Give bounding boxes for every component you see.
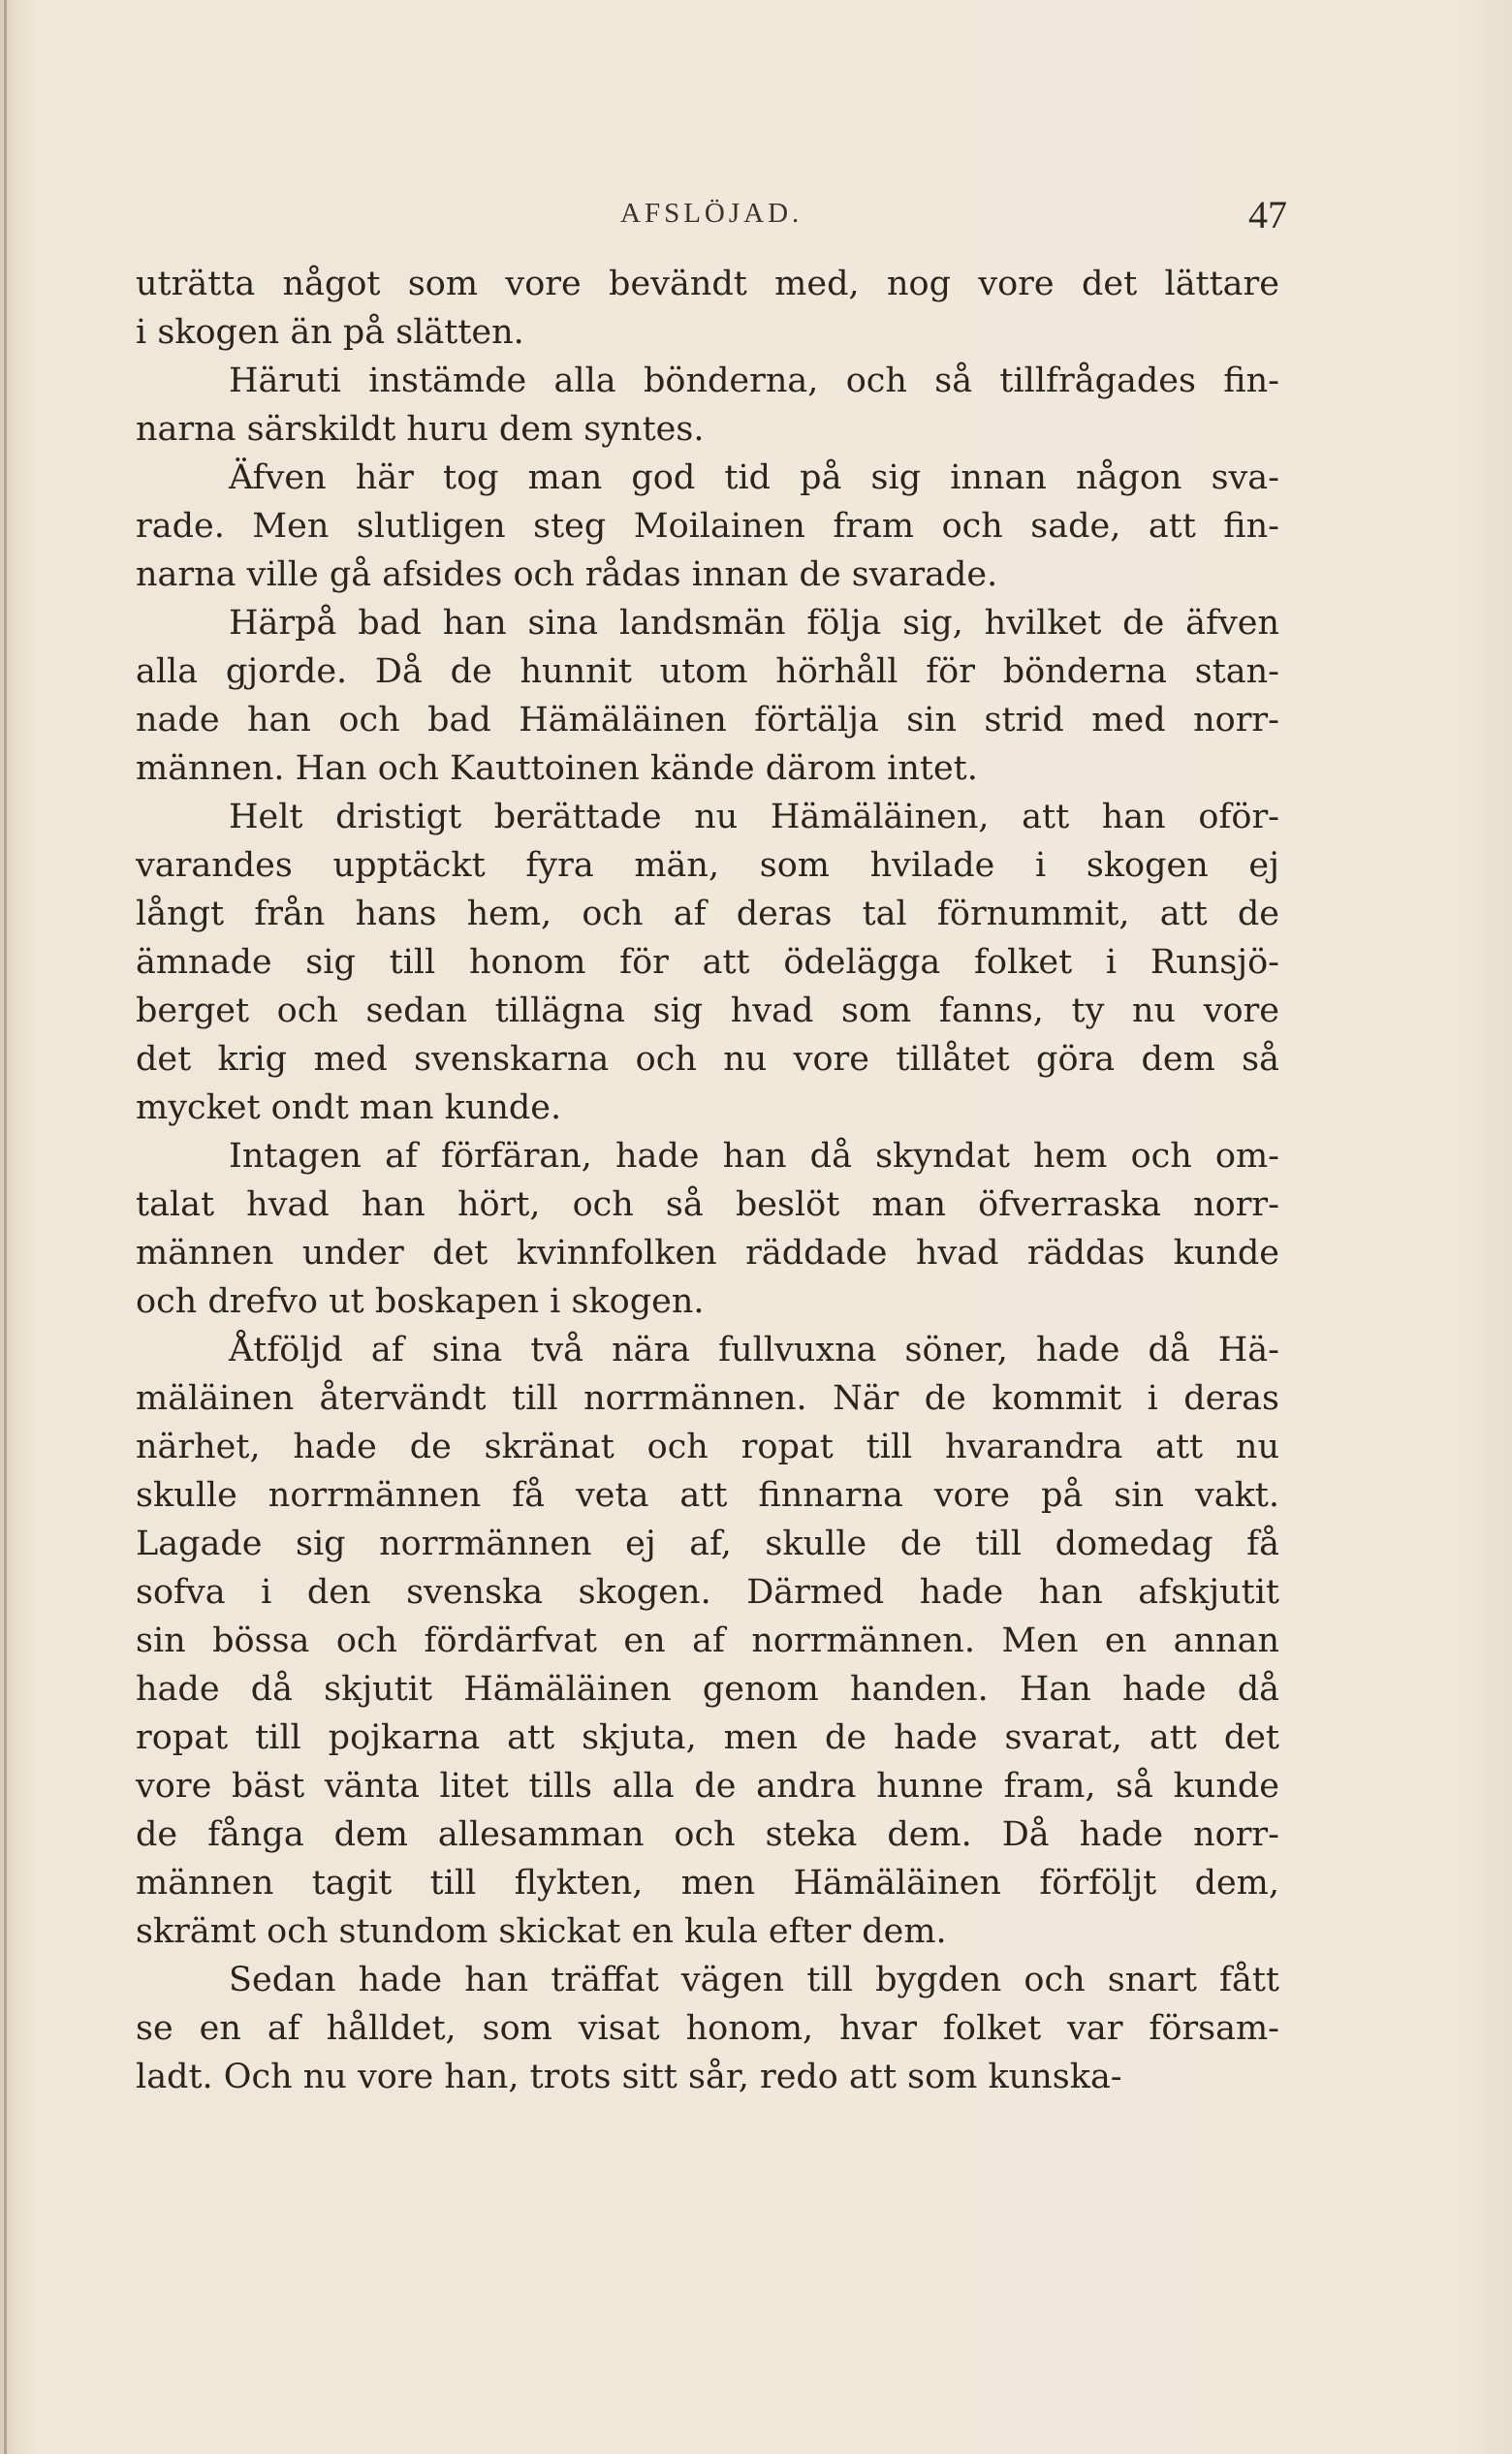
text-line: vore bäst vänta litet tills alla de andra hunne fram, så kunde <box>136 1767 1279 1806</box>
text-line: skulle norrmännen få veta att finnarna vore på sin vakt. <box>136 1476 1279 1515</box>
paragraph <box>136 454 1279 599</box>
paragraph <box>136 260 1279 357</box>
text-line: ladt. Och nu vore han, trots sitt sår, redo att som kunska- <box>136 2058 1122 2096</box>
paragraph <box>136 1132 1279 1326</box>
text-line: ropat till pojkarna att skjuta, men de hade svarat, att det <box>136 1718 1279 1757</box>
text-line: ämnade sig till honom för att ödelägga folket i Runsjö- <box>136 943 1279 982</box>
text-line: berget och sedan tillägna sig hvad som fanns, ty nu vore <box>136 991 1279 1030</box>
body-text <box>136 260 1279 2101</box>
text-line: närhet, hade de skränat och ropat till hvarandra att nu <box>136 1428 1279 1466</box>
text-line: rade. Men slutligen steg Moilainen fram och sade, att fin- <box>136 507 1279 546</box>
paragraph <box>136 357 1279 454</box>
paragraph <box>136 793 1279 1132</box>
text-line: männen under det kvinnfolken räddade hvad räddas kunde <box>136 1234 1279 1273</box>
text-line: sofva i den svenska skogen. Därmed hade han afskjutit <box>136 1573 1279 1612</box>
text-line: Helt dristigt berättade nu Hämäläinen, att han oför- <box>229 798 1279 836</box>
text-line: hade då skjutit Hämäläinen genom handen. Han hade då <box>136 1670 1279 1709</box>
text-line: de fånga dem allesamman och steka dem. Då hade norr- <box>136 1815 1279 1854</box>
text-line: alla gjorde. Då de hunnit utom hörhåll för bönderna stan- <box>136 652 1279 691</box>
text-line: Häruti instämde alla bönderna, och så tillfrågades fin- <box>229 362 1279 400</box>
text-line: uträtta något som vore bevändt med, nog vore det lättare <box>136 265 1279 303</box>
text-line: talat hvad han hört, och så beslöt man öfverraska norr- <box>136 1185 1279 1224</box>
text-line: långt från hans hem, och af deras tal förnummit, att de <box>136 895 1279 933</box>
text-line: varandes upptäckt fyra män, som hvilade i skogen ej <box>136 846 1279 885</box>
paragraph <box>136 1326 1279 1956</box>
text-line: mycket ondt man kunde. <box>136 1088 562 1127</box>
text-line: skrämt och stundom skickat en kula efter dem. <box>136 1912 947 1951</box>
paragraph <box>136 599 1279 793</box>
paragraph <box>136 1956 1279 2101</box>
text-line: Intagen af förfäran, hade han då skyndat hem och om- <box>229 1137 1279 1176</box>
text-line: nade han och bad Hämäläinen förtälja sin strid med norr- <box>136 701 1279 739</box>
page-gutter-edge <box>4 0 7 2454</box>
text-line: Äfven här tog man god tid på sig innan någon sva- <box>229 458 1279 497</box>
text-line: sin bössa och fördärfvat en af norrmännen. Men en annan <box>136 1621 1279 1660</box>
text-line: mäläinen återvändt till norrmännen. När de kommit i deras <box>136 1379 1279 1418</box>
text-line: männen. Han och Kauttoinen kände därom intet. <box>136 749 978 788</box>
text-line: Härpå bad han sina landsmän följa sig, hvilket de äfven <box>229 604 1279 643</box>
text-line: Sedan hade han träffat vägen till bygden och snart fått <box>229 1961 1279 1999</box>
text-line: i skogen än på slätten. <box>136 313 524 352</box>
text-line: och drefvo ut boskapen i skogen. <box>136 1282 705 1321</box>
text-line: det krig med svenskarna och nu vore tillåtet göra dem så <box>136 1040 1279 1079</box>
text-line: Åtföljd af sina två nära fullvuxna söner, hade då Hä- <box>229 1331 1279 1369</box>
text-line: se en af hålldet, som visat honom, hvar folket var försam- <box>136 2009 1279 2048</box>
text-line: Lagade sig norrmännen ej af, skulle de till domedag få <box>136 1525 1279 1563</box>
text-line: männen tagit till flykten, men Hämäläinen förföljt dem, <box>136 1864 1279 1903</box>
page-number: 47 <box>1248 193 1287 236</box>
text-line: narna särskildt huru dem syntes. <box>136 410 705 449</box>
text-line: narna ville gå afsides och rådas innan de svarade. <box>136 555 998 594</box>
running-title: AFSLÖJAD. <box>620 198 803 229</box>
